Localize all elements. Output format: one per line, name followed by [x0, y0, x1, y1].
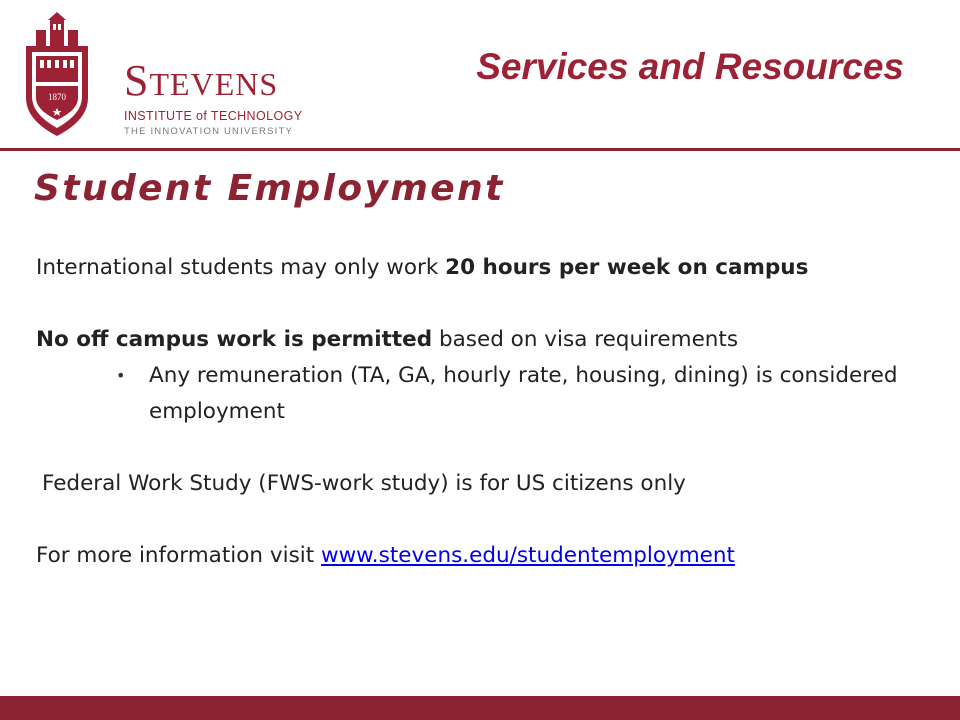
seal-year: [22, 12, 92, 140]
header-divider: [0, 148, 960, 151]
slide-content: [36, 250, 936, 574]
header-title: Services and Resources: [476, 46, 904, 87]
logo-tagline: THE INNOVATION UNIVERSITY: [124, 126, 293, 137]
footer-bar: [0, 696, 960, 720]
work-hours-emphasis: 20 hours per week on campus: [445, 255, 809, 280]
spacer: [36, 502, 936, 538]
logo-wordmark: [124, 56, 303, 137]
bullet-item: [36, 358, 936, 430]
student-employment-link[interactable]: www.stevens.edu/studentemployment: [321, 543, 735, 568]
more-info-text: For more information visit: [36, 543, 322, 568]
logo-institute: INSTITUTE of TECHNOLOGY: [124, 109, 303, 123]
stevens-logo: [22, 12, 303, 140]
spacer: [36, 286, 936, 322]
work-hours-text: International students may only work: [36, 255, 446, 280]
bullet-icon: •: [116, 366, 126, 385]
bullet-text: Any remuneration (TA, GA, hourly rate, housing, dining) is considered employment: [149, 363, 898, 424]
spacer: [36, 430, 936, 466]
off-campus-text: based on visa requirements: [432, 327, 739, 352]
paragraph-work-hours: [36, 250, 936, 286]
logo-name: STEVENS: [124, 56, 279, 105]
paragraph-off-campus: [36, 322, 936, 358]
svg-text:1870: 1870: [48, 92, 66, 102]
off-campus-emphasis: No off campus work is permitted: [36, 327, 433, 352]
section-title: Student Employment: [34, 168, 505, 209]
paragraph-more-info: [36, 538, 936, 574]
paragraph-fws: Federal Work Study (FWS-work study) is for US citizens only: [42, 471, 686, 496]
